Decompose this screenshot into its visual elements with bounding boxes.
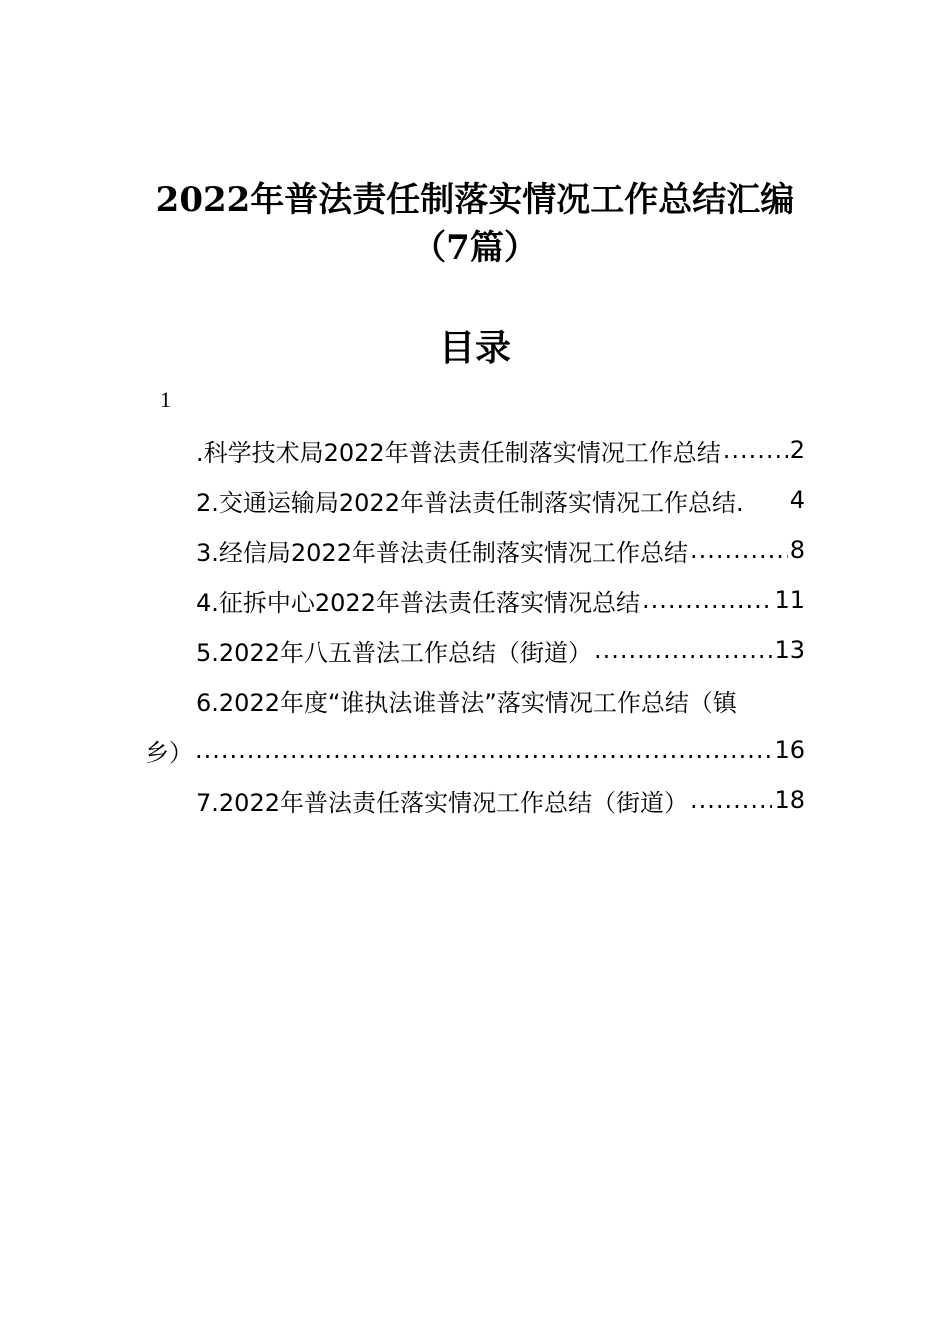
toc-entry-page: 18 bbox=[774, 786, 805, 814]
document-title-count: （7篇） bbox=[412, 228, 538, 268]
toc-leader-dots bbox=[690, 536, 788, 564]
toc-leader-dots bbox=[690, 786, 772, 814]
toc-leader-dots bbox=[723, 436, 788, 464]
toc-entry-3[interactable] bbox=[196, 530, 805, 570]
toc-entry-page: 11 bbox=[774, 586, 805, 614]
toc-entry-5[interactable] bbox=[196, 630, 805, 670]
toc-entry-label: 3.经信局2022年普法责任制落实情况工作总结 bbox=[196, 538, 688, 567]
toc-entry-page: 4 bbox=[789, 486, 805, 514]
toc-entry-page: 8 bbox=[789, 536, 805, 564]
toc-leader-dots bbox=[195, 736, 772, 764]
toc-heading: 目录 bbox=[438, 327, 511, 369]
toc-entry-4[interactable] bbox=[196, 580, 805, 620]
toc-leader-dots bbox=[594, 636, 772, 664]
toc-entry-label: 5.2022年八五普法工作总结（街道） bbox=[196, 638, 592, 667]
toc-entry-1[interactable] bbox=[196, 430, 805, 470]
toc-leader-dots bbox=[642, 586, 772, 614]
toc-entry-6-line1[interactable] bbox=[196, 680, 805, 720]
stray-page-number: 1 bbox=[160, 387, 171, 412]
document-title: 2022年普法责任制落实情况工作总结汇编 bbox=[155, 180, 795, 220]
toc-entry-label-continued: 乡） bbox=[145, 738, 193, 767]
toc-entry-page: 2 bbox=[789, 436, 805, 464]
toc-entry-label: 6.2022年度“谁执法谁普法”落实情况工作总结（镇 bbox=[196, 688, 737, 717]
toc-entry-page: 13 bbox=[774, 636, 805, 664]
toc-entry-label: 2.交通运输局2022年普法责任制落实情况工作总结. bbox=[196, 488, 744, 517]
toc-entry-page: 16 bbox=[774, 736, 805, 764]
toc-entry-label: 4.征拆中心2022年普法责任落实情况总结 bbox=[196, 588, 640, 617]
toc-entry-7[interactable] bbox=[196, 780, 805, 820]
toc-entry-label: 7.2022年普法责任落实情况工作总结（街道） bbox=[196, 788, 688, 817]
toc-entry-2[interactable] bbox=[196, 480, 805, 520]
toc-entry-label: .科学技术局2022年普法责任制落实情况工作总结 bbox=[196, 438, 721, 467]
toc-entry-6-line2[interactable] bbox=[145, 730, 805, 770]
